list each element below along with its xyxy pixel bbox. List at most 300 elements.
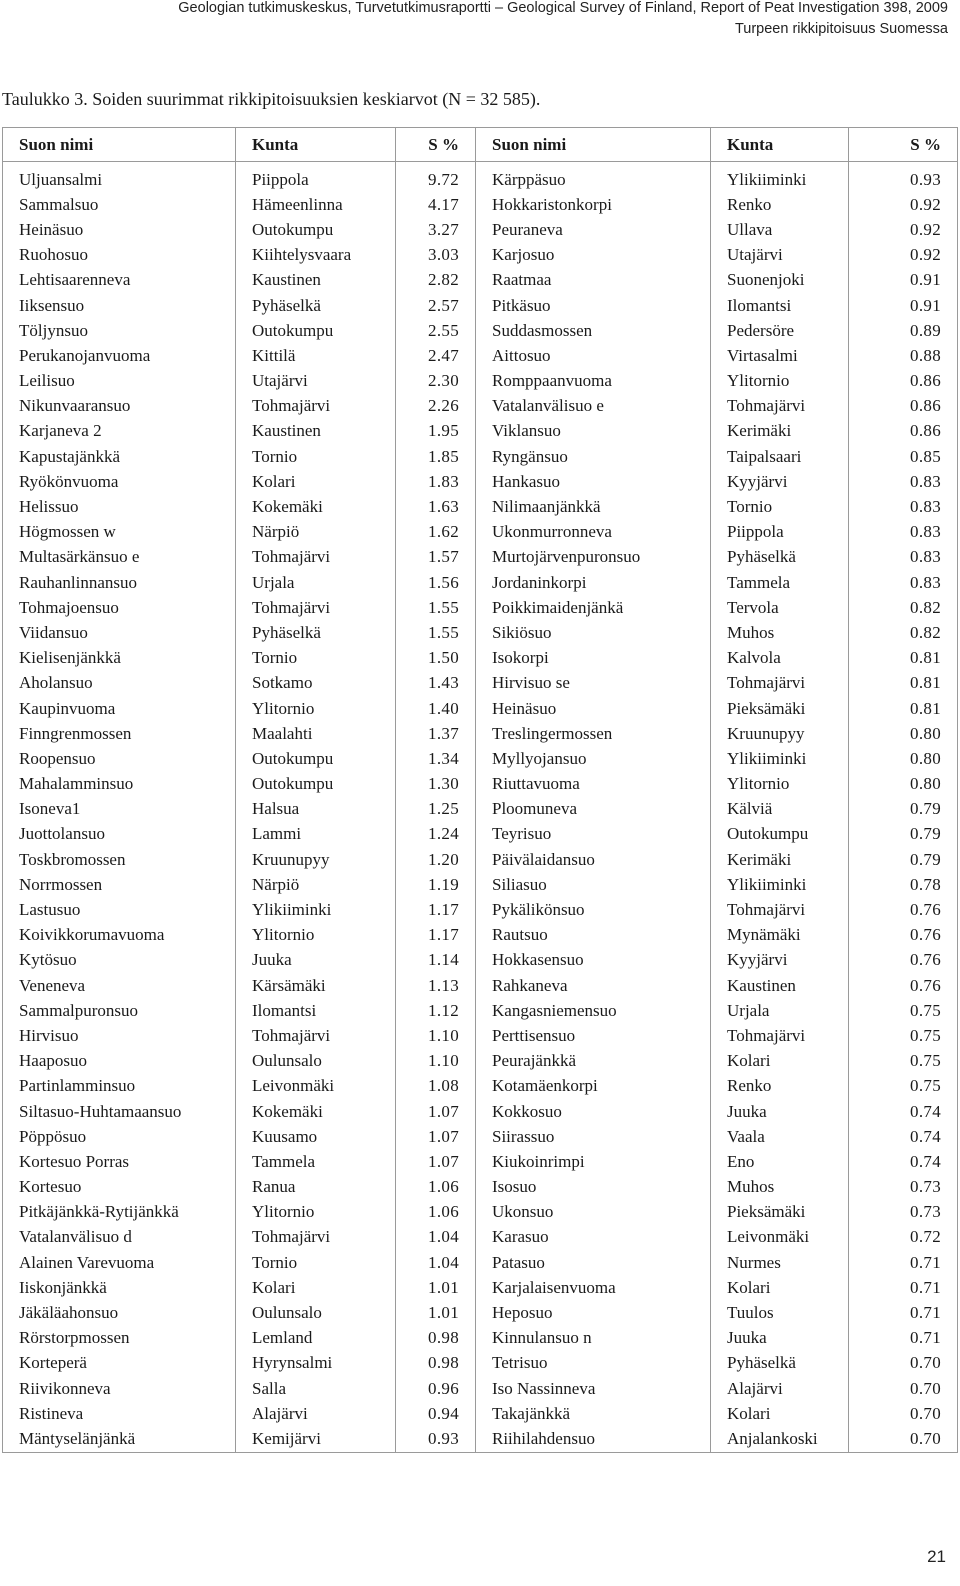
bog-name-cell: Sammalpuronsuo [3,998,236,1023]
municipality-cell: Tornio [711,494,849,519]
sulfur-value-cell: 2.57 [396,293,476,318]
municipality-cell: Sotkamo [236,671,396,696]
municipality-cell: Kaustinen [711,973,849,998]
municipality-cell: Urjala [711,998,849,1023]
bog-name-cell: Koivikkorumavuoma [3,923,236,948]
sulfur-value-cell: 0.91 [849,268,958,293]
sulfur-value-cell: 0.81 [849,696,958,721]
bog-name-cell: Isokorpi [476,646,711,671]
municipality-cell: Pyhäselkä [236,620,396,645]
table-row [3,897,958,922]
table-row [3,646,958,671]
municipality-cell: Urjala [236,570,396,595]
bog-name-cell: Isosuo [476,1175,711,1200]
municipality-cell: Renko [711,1074,849,1099]
municipality-cell: Kyyjärvi [711,948,849,973]
sulfur-value-cell: 0.94 [396,1401,476,1426]
sulfur-value-cell: 0.81 [849,646,958,671]
running-header: Geologian tutkimuskeskus, Turvetutkimusraportti – Geological Survey of Finland, Report of Peat Investigation 398, 2009 [178,0,948,16]
sulfur-value-cell: 0.96 [396,1376,476,1401]
table-row [3,998,958,1023]
sulfur-value-cell: 1.37 [396,721,476,746]
municipality-cell: Utajärvi [711,243,849,268]
bog-name-cell: Haaposuo [3,1049,236,1074]
sulfur-value-cell: 2.82 [396,268,476,293]
sulfur-value-cell: 0.98 [396,1326,476,1351]
sulfur-value-cell: 0.91 [849,293,958,318]
sulfur-value-cell: 1.07 [396,1124,476,1149]
sulfur-value-cell: 1.12 [396,998,476,1023]
table-row [3,1023,958,1048]
bog-name-cell: Heinäsuo [476,696,711,721]
table-row [3,872,958,897]
bog-name-cell: Ukonmurronneva [476,520,711,545]
table-row [3,469,958,494]
bog-name-cell: Kytösuo [3,948,236,973]
sulfur-value-cell: 1.13 [396,973,476,998]
sulfur-value-cell: 1.17 [396,897,476,922]
table-row [3,394,958,419]
sulfur-value-cell: 0.83 [849,469,958,494]
municipality-cell: Alajärvi [711,1376,849,1401]
bog-name-cell: Leilisuo [3,369,236,394]
sulfur-value-cell: 2.47 [396,343,476,368]
bog-name-cell: Sikiösuo [476,620,711,645]
municipality-cell: Lammi [236,822,396,847]
sulfur-value-cell: 0.82 [849,595,958,620]
table-row [3,1200,958,1225]
bog-name-cell: Karjaneva 2 [3,419,236,444]
municipality-cell: Ylikiiminki [711,872,849,897]
bog-name-cell: Rörstorpmossen [3,1326,236,1351]
municipality-cell: Kiihtelysvaara [236,243,396,268]
table-row [3,318,958,343]
municipality-cell: Tornio [236,646,396,671]
sulfur-value-cell: 1.10 [396,1023,476,1048]
sulfur-value-cell: 0.83 [849,494,958,519]
bog-name-cell: Kokkosuo [476,1099,711,1124]
municipality-cell: Taipalsaari [711,444,849,469]
sulfur-value-cell: 1.34 [396,746,476,771]
bog-name-cell: Siltasuo-Huhtamaansuo [3,1099,236,1124]
col-header-municipality-1: Kunta [236,128,396,162]
municipality-cell: Närpiö [236,872,396,897]
bog-name-cell: Mahalamminsuo [3,772,236,797]
bog-name-cell: Kielisenjänkkä [3,646,236,671]
bog-name-cell: Rautsuo [476,923,711,948]
municipality-cell: Pyhäselkä [711,1351,849,1376]
sulfur-value-cell: 0.79 [849,822,958,847]
table-row [3,1225,958,1250]
bog-name-cell: Ristineva [3,1401,236,1426]
sulfur-value-cell: 1.63 [396,494,476,519]
sulfur-value-cell: 0.88 [849,343,958,368]
table-row [3,1099,958,1124]
table-row [3,1326,958,1351]
table-row [3,923,958,948]
sulfur-value-cell: 0.76 [849,897,958,922]
municipality-cell: Outokumpu [236,772,396,797]
sulfur-value-cell: 0.70 [849,1426,958,1452]
table-row [3,343,958,368]
bog-name-cell: Kärppäsuo [476,162,711,193]
table-row [3,772,958,797]
bog-name-cell: Rahkaneva [476,973,711,998]
bog-name-cell: Päivälaidansuo [476,847,711,872]
sulfur-value-cell: 0.79 [849,797,958,822]
bog-name-cell: Tetrisuo [476,1351,711,1376]
municipality-cell: Närpiö [236,520,396,545]
sulfur-value-cell: 1.55 [396,595,476,620]
bog-name-cell: Perukanojanvuoma [3,343,236,368]
sulfur-value-cell: 0.89 [849,318,958,343]
municipality-cell: Kolari [711,1401,849,1426]
sulfur-value-cell: 1.85 [396,444,476,469]
bog-name-cell: Veneneva [3,973,236,998]
sulfur-value-cell: 0.92 [849,192,958,217]
municipality-cell: Outokumpu [236,746,396,771]
sulfur-value-cell: 1.19 [396,872,476,897]
table-row [3,1175,958,1200]
bog-name-cell: Suddasmossen [476,318,711,343]
table-row [3,419,958,444]
bog-name-cell: Aholansuo [3,671,236,696]
table-row [3,1351,958,1376]
table-row [3,948,958,973]
table-row [3,671,958,696]
sulfur-value-cell: 0.70 [849,1376,958,1401]
bog-name-cell: Partinlamminsuo [3,1074,236,1099]
municipality-cell: Kälviä [711,797,849,822]
municipality-cell: Kolari [711,1275,849,1300]
bog-name-cell: Viidansuo [3,620,236,645]
bog-name-cell: Vatalanvälisuo e [476,394,711,419]
col-header-name-2: Suon nimi [476,128,711,162]
municipality-cell: Kittilä [236,343,396,368]
municipality-cell: Pyhäselkä [711,545,849,570]
municipality-cell: Kerimäki [711,419,849,444]
sulfur-value-cell: 0.74 [849,1099,958,1124]
bog-name-cell: Ukonsuo [476,1200,711,1225]
bog-name-cell: Hokkasensuo [476,948,711,973]
table-row [3,1275,958,1300]
bog-name-cell: Hankasuo [476,469,711,494]
bog-name-cell: Iiskonjänkkä [3,1275,236,1300]
bog-name-cell: Pöppösuo [3,1124,236,1149]
bog-name-cell: Töljynsuo [3,318,236,343]
municipality-cell: Pieksämäki [711,1200,849,1225]
bog-name-cell: Patasuo [476,1250,711,1275]
bog-name-cell: Lastusuo [3,897,236,922]
bog-name-cell: Ruohosuo [3,243,236,268]
municipality-cell: Tuulos [711,1300,849,1325]
sulfur-table [2,127,958,1453]
sulfur-value-cell: 0.73 [849,1175,958,1200]
sulfur-value-cell: 1.10 [396,1049,476,1074]
bog-name-cell: Juottolansuo [3,822,236,847]
municipality-cell: Ylitornio [236,696,396,721]
bog-name-cell: Kortesuo Porras [3,1149,236,1174]
sulfur-value-cell: 0.98 [396,1351,476,1376]
municipality-cell: Ylikiiminki [711,746,849,771]
table-row [3,746,958,771]
sulfur-value-cell: 1.14 [396,948,476,973]
running-subheader: Turpeen rikkipitoisuus Suomessa [734,21,948,37]
municipality-cell: Kruunupyy [236,847,396,872]
bog-name-cell: Raatmaa [476,268,711,293]
bog-name-cell: Roopensuo [3,746,236,771]
table-row [3,369,958,394]
municipality-cell: Ilomantsi [711,293,849,318]
municipality-cell: Kemijärvi [236,1426,396,1452]
table-row [3,1426,958,1452]
municipality-cell: Outokumpu [236,217,396,242]
table-row [3,1149,958,1174]
municipality-cell: Eno [711,1149,849,1174]
municipality-cell: Kaustinen [236,419,396,444]
bog-name-cell: Nikunvaaransuo [3,394,236,419]
sulfur-value-cell: 0.85 [849,444,958,469]
bog-name-cell: Hirvisuo se [476,671,711,696]
sulfur-value-cell: 1.95 [396,419,476,444]
table-row [3,444,958,469]
bog-name-cell: Siirassuo [476,1124,711,1149]
municipality-cell: Kärsämäki [236,973,396,998]
bog-name-cell: Lehtisaarenneva [3,268,236,293]
municipality-cell: Tohmajärvi [711,394,849,419]
municipality-cell: Kolari [711,1049,849,1074]
sulfur-value-cell: 2.26 [396,394,476,419]
sulfur-value-cell: 0.76 [849,948,958,973]
bog-name-cell: Tohmajoensuo [3,595,236,620]
bog-name-cell: Hirvisuo [3,1023,236,1048]
municipality-cell: Suonenjoki [711,268,849,293]
sulfur-value-cell: 1.06 [396,1175,476,1200]
sulfur-value-cell: 0.75 [849,1049,958,1074]
municipality-cell: Tornio [236,444,396,469]
sulfur-value-cell: 9.72 [396,162,476,193]
municipality-cell: Pyhäselkä [236,293,396,318]
municipality-cell: Leivonmäki [711,1225,849,1250]
bog-name-cell: Kangasniemensuo [476,998,711,1023]
sulfur-value-cell: 1.30 [396,772,476,797]
municipality-cell: Hyrynsalmi [236,1351,396,1376]
sulfur-value-cell: 1.17 [396,923,476,948]
bog-name-cell: Sammalsuo [3,192,236,217]
bog-name-cell: Heposuo [476,1300,711,1325]
bog-name-cell: Karjalaisenvuoma [476,1275,711,1300]
municipality-cell: Tammela [711,570,849,595]
municipality-cell: Kokemäki [236,494,396,519]
sulfur-value-cell: 0.71 [849,1300,958,1325]
sulfur-value-cell: 1.55 [396,620,476,645]
municipality-cell: Pieksämäki [711,696,849,721]
bog-name-cell: Teyrisuo [476,822,711,847]
municipality-cell: Outokumpu [711,822,849,847]
municipality-cell: Ylikiiminki [711,162,849,193]
sulfur-value-cell: 1.07 [396,1149,476,1174]
bog-name-cell: Norrmossen [3,872,236,897]
municipality-cell: Tohmajärvi [236,394,396,419]
bog-name-cell: Viklansuo [476,419,711,444]
municipality-cell: Alajärvi [236,1401,396,1426]
municipality-cell: Kruunupyy [711,721,849,746]
sulfur-value-cell: 0.71 [849,1275,958,1300]
table-row [3,847,958,872]
bog-name-cell: Peuraneva [476,217,711,242]
sulfur-value-cell: 0.72 [849,1225,958,1250]
municipality-cell: Kaustinen [236,268,396,293]
sulfur-value-cell: 1.04 [396,1225,476,1250]
table-caption: Taulukko 3. Soiden suurimmat rikkipitoisuuksien keskiarvot (N = 32 585). [2,89,541,109]
table-row [3,520,958,545]
sulfur-value-cell: 1.01 [396,1275,476,1300]
sulfur-value-cell: 0.81 [849,671,958,696]
sulfur-value-cell: 0.83 [849,520,958,545]
sulfur-value-cell: 0.76 [849,973,958,998]
municipality-cell: Renko [711,192,849,217]
municipality-cell: Juuka [711,1099,849,1124]
sulfur-value-cell: 0.93 [849,162,958,193]
table-row [3,494,958,519]
municipality-cell: Salla [236,1376,396,1401]
bog-name-cell: Iso Nassinneva [476,1376,711,1401]
bog-name-cell: Romppaanvuoma [476,369,711,394]
bog-name-cell: Kotamäenkorpi [476,1074,711,1099]
bog-name-cell: Siliasuo [476,872,711,897]
bog-name-cell: Myllyojansuo [476,746,711,771]
bog-name-cell: Poikkimaidenjänkä [476,595,711,620]
sulfur-value-cell: 0.86 [849,369,958,394]
municipality-cell: Virtasalmi [711,343,849,368]
municipality-cell: Juuka [711,1326,849,1351]
bog-name-cell: Heinäsuo [3,217,236,242]
bog-name-cell: Kaupinvuoma [3,696,236,721]
municipality-cell: Leivonmäki [236,1074,396,1099]
municipality-cell: Kalvola [711,646,849,671]
sulfur-value-cell: 4.17 [396,192,476,217]
bog-name-cell: Treslingermossen [476,721,711,746]
sulfur-value-cell: 0.75 [849,1023,958,1048]
table-row [3,1401,958,1426]
sulfur-value-cell: 0.70 [849,1351,958,1376]
municipality-cell: Tohmajärvi [236,1023,396,1048]
municipality-cell: Anjalankoski [711,1426,849,1452]
municipality-cell: Piippola [236,162,396,193]
table-row [3,570,958,595]
municipality-cell: Oulunsalo [236,1300,396,1325]
bog-name-cell: Jordaninkorpi [476,570,711,595]
col-header-municipality-2: Kunta [711,128,849,162]
bog-name-cell: Aittosuo [476,343,711,368]
bog-name-cell: Korteperä [3,1351,236,1376]
bog-name-cell: Jäkäläahonsuo [3,1300,236,1325]
sulfur-value-cell: 1.07 [396,1099,476,1124]
bog-name-cell: Toskbromossen [3,847,236,872]
bog-name-cell: Riuttavuoma [476,772,711,797]
municipality-cell: Kuusamo [236,1124,396,1149]
bog-name-cell: Karjosuo [476,243,711,268]
municipality-cell: Tohmajärvi [711,671,849,696]
bog-name-cell: Iiksensuo [3,293,236,318]
municipality-cell: Kyyjärvi [711,469,849,494]
sulfur-value-cell: 3.27 [396,217,476,242]
table-row [3,1124,958,1149]
municipality-cell: Ylitornio [711,772,849,797]
table-row [3,545,958,570]
col-header-name-1: Suon nimi [3,128,236,162]
sulfur-value-cell: 0.86 [849,394,958,419]
bog-name-cell: Alainen Varevuoma [3,1250,236,1275]
sulfur-value-cell: 0.92 [849,243,958,268]
table-row [3,1049,958,1074]
col-header-sulfur-1: S % [396,128,476,162]
municipality-cell: Kerimäki [711,847,849,872]
sulfur-value-cell: 0.93 [396,1426,476,1452]
bog-name-cell: Takajänkkä [476,1401,711,1426]
table-row [3,217,958,242]
municipality-cell: Tohmajärvi [711,897,849,922]
sulfur-value-cell: 0.71 [849,1326,958,1351]
sulfur-value-cell: 0.71 [849,1250,958,1275]
bog-name-cell: Kiukoinrimpi [476,1149,711,1174]
table-header-row [3,128,958,162]
municipality-cell: Utajärvi [236,369,396,394]
bog-name-cell: Kinnulansuo n [476,1326,711,1351]
bog-name-cell: Kortesuo [3,1175,236,1200]
bog-name-cell: Pitkäjänkkä-Rytijänkkä [3,1200,236,1225]
bog-name-cell: Perttisensuo [476,1023,711,1048]
sulfur-value-cell: 1.40 [396,696,476,721]
bog-name-cell: Pykälikönsuo [476,897,711,922]
municipality-cell: Ullava [711,217,849,242]
bog-name-cell: Ploomuneva [476,797,711,822]
table-row [3,797,958,822]
bog-name-cell: Uljuansalmi [3,162,236,193]
municipality-cell: Ylitornio [236,923,396,948]
table-row [3,1376,958,1401]
sulfur-value-cell: 0.78 [849,872,958,897]
municipality-cell: Hämeenlinna [236,192,396,217]
municipality-cell: Kolari [236,1275,396,1300]
table-row [3,293,958,318]
bog-name-cell: Isoneva1 [3,797,236,822]
bog-name-cell: Högmossen w [3,520,236,545]
table-row [3,696,958,721]
sulfur-value-cell: 1.08 [396,1074,476,1099]
sulfur-value-cell: 1.43 [396,671,476,696]
municipality-cell: Tohmajärvi [711,1023,849,1048]
sulfur-value-cell: 1.01 [396,1300,476,1325]
municipality-cell: Tohmajärvi [236,1225,396,1250]
sulfur-value-cell: 0.82 [849,620,958,645]
sulfur-value-cell: 0.76 [849,923,958,948]
municipality-cell: Kokemäki [236,1099,396,1124]
sulfur-value-cell: 0.80 [849,772,958,797]
table-row [3,162,958,193]
bog-name-cell: Vatalanvälisuo d [3,1225,236,1250]
bog-name-cell: Riivikonneva [3,1376,236,1401]
table-row [3,973,958,998]
table-row [3,192,958,217]
sulfur-value-cell: 1.25 [396,797,476,822]
sulfur-value-cell: 1.83 [396,469,476,494]
sulfur-value-cell: 0.92 [849,217,958,242]
bog-name-cell: Ryngänsuo [476,444,711,469]
sulfur-value-cell: 1.50 [396,646,476,671]
municipality-cell: Nurmes [711,1250,849,1275]
municipality-cell: Muhos [711,620,849,645]
